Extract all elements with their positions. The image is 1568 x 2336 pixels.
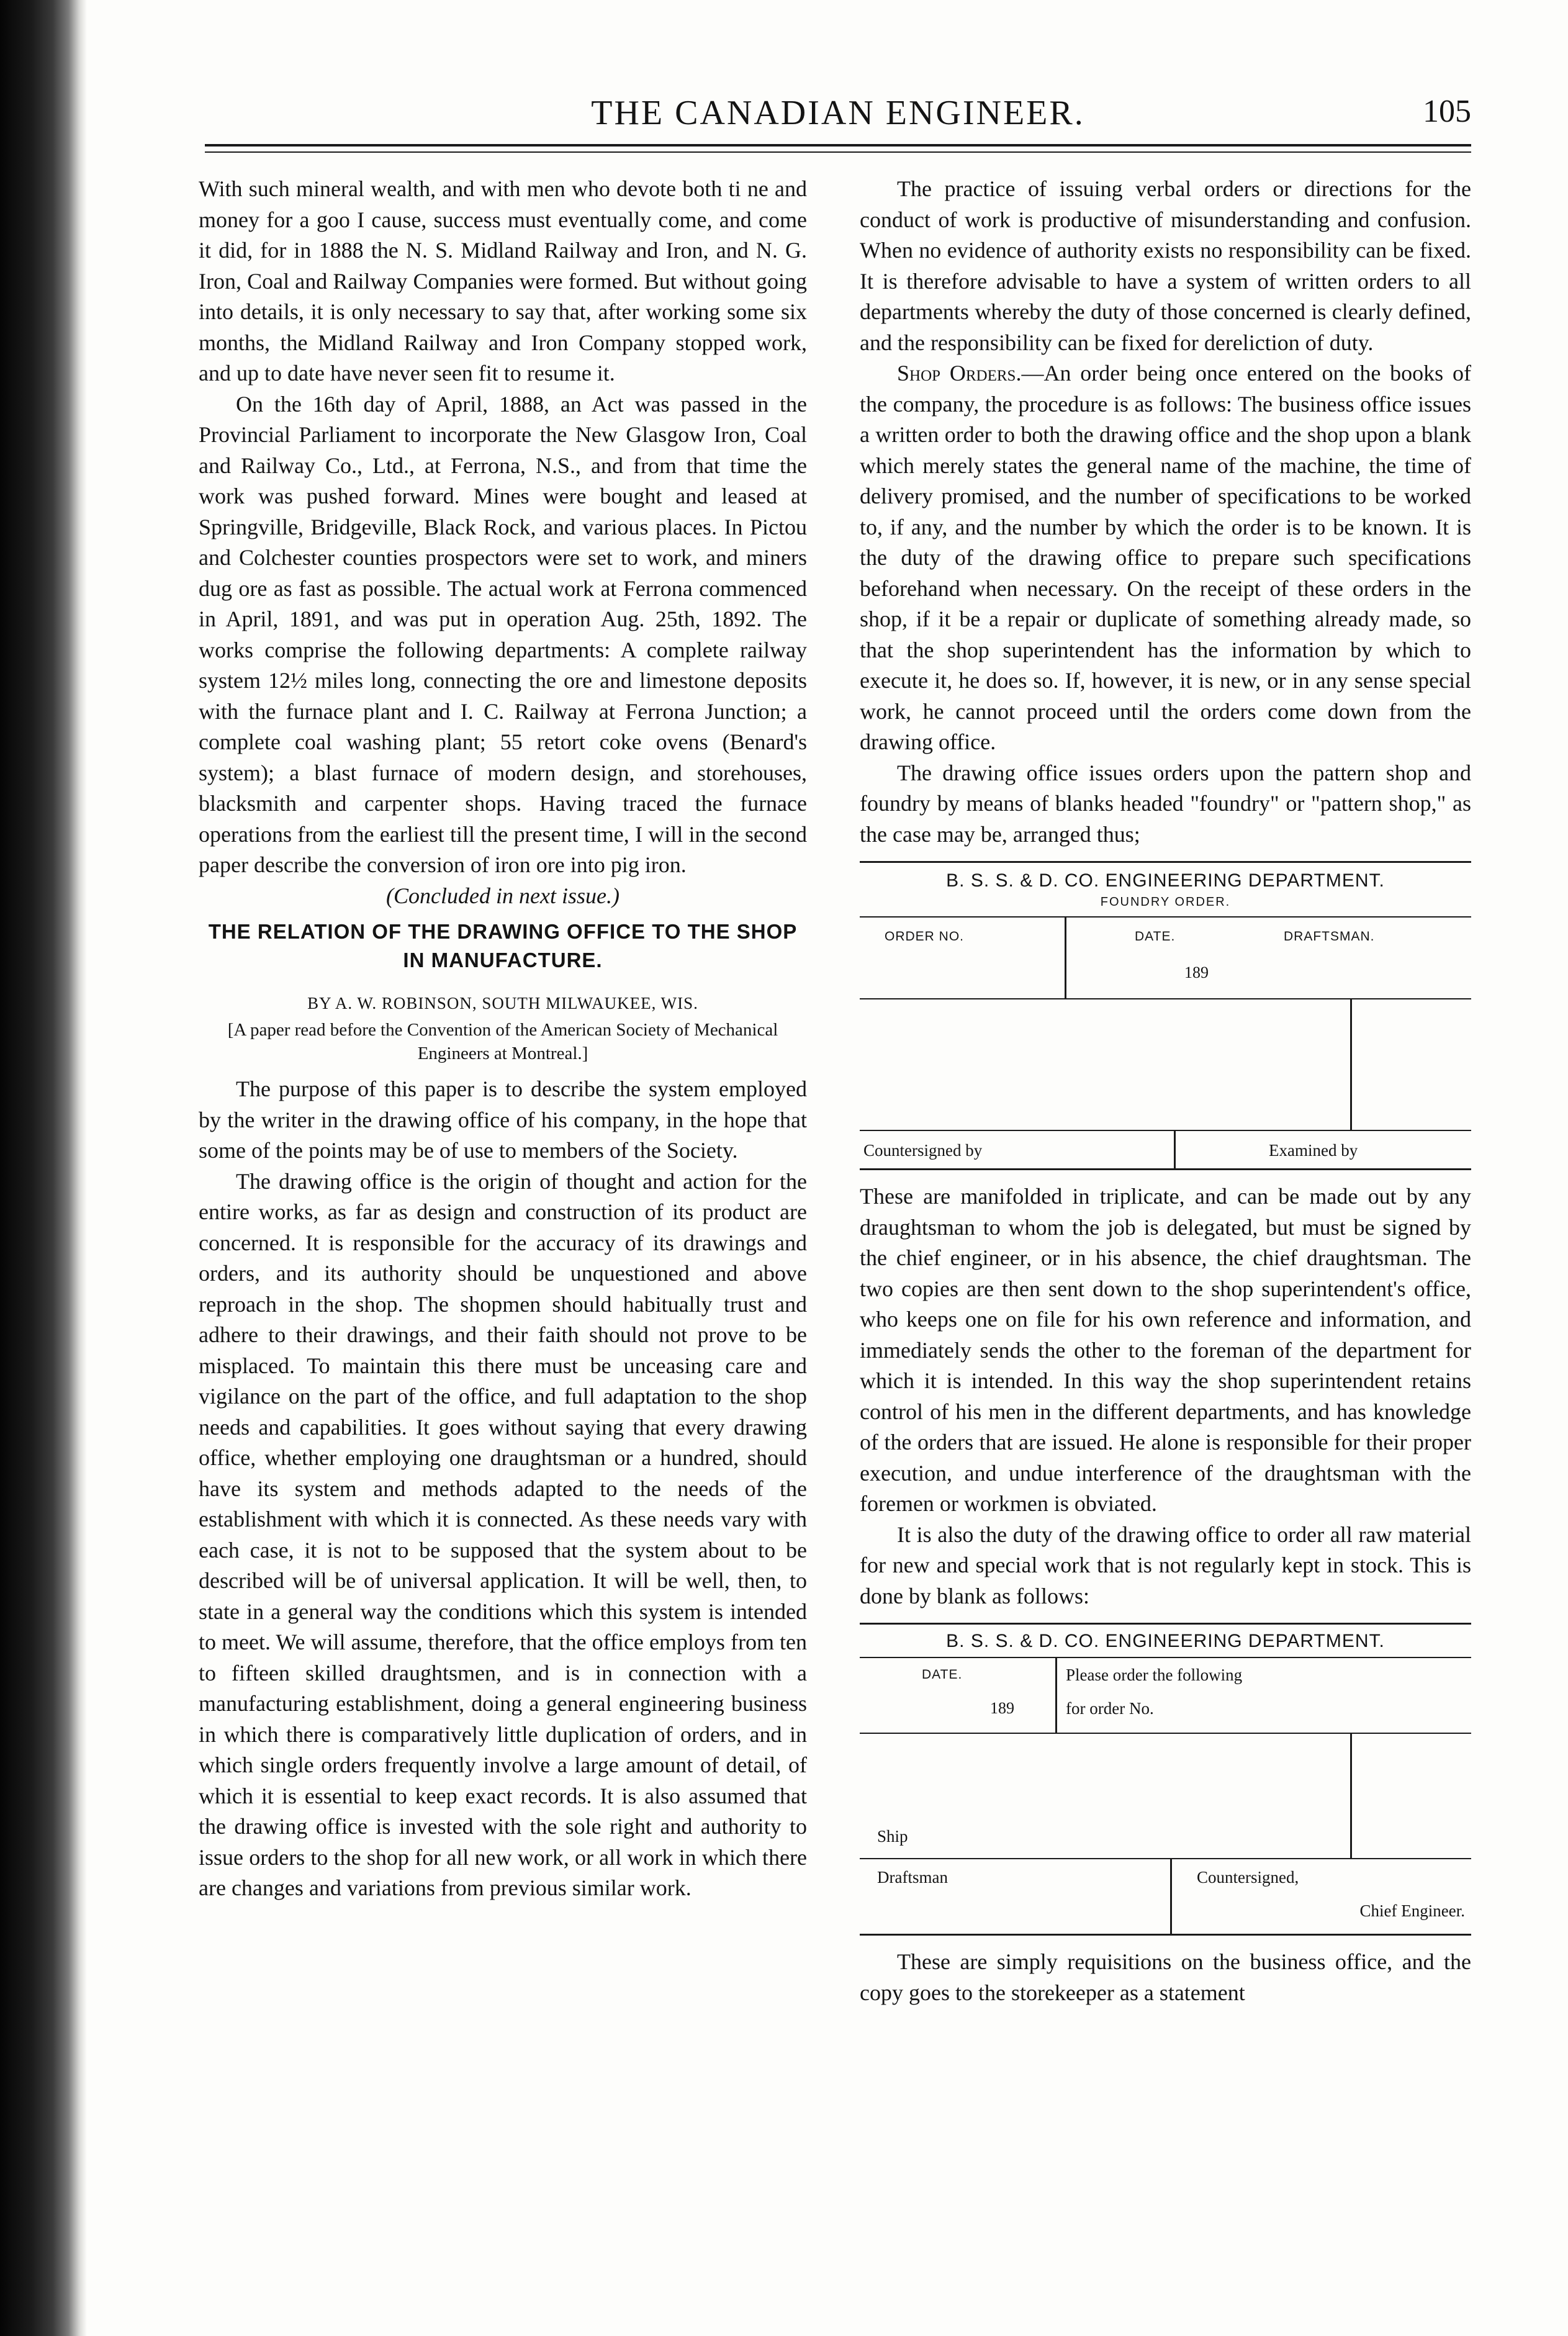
form-cell	[860, 1734, 1350, 1858]
paragraph: The drawing office is the origin of thought and action for the entire works, as far as design and construction of its product are concerned. It is responsible for the accuracy of its drawings and orders, and its authority should be unquestioned and above reproach in the shop. The shopmen should habitually trust and adhere to their drawings, and their faith should not prove to be misplaced. To maintain this there must be unceasing care and vigilance on the part of the office, and full adaptation to the shop needs and capabilities. It goes without saying that every drawing office, whether employing one draughtsman or a hundred, should have its system and methods adapted to the needs of the establishment with which it is connected. As these needs vary with each case, it is not to be supposed that the system about to be described will be of universal application. It will be well, then, to state in a general way the conditions which this system is intended to meet. We will assume, therefore, that the office employs from ten to fifteen skilled draughtsmen, and is in connection with a manufacturing establishment, doing a general engineering business in which there is comparatively little duplication of orders, and in which single orders frequently involve a large amount of detail, of which it is essential to keep exact records. It is also assumed that the drawing office is invested with the sole right and authority to issue orders to the shop for all new work, or all work in which there are changes and variations from previous similar work.	[199, 1168, 807, 1900]
header-rule-thick	[205, 144, 1471, 147]
article-note: [A paper read before the Convention of the American Society of Mechanical Engineers at Montreal.]	[227, 1020, 778, 1063]
order-no-label: ORDER NO.	[885, 929, 965, 944]
form-row-body	[860, 998, 1471, 1130]
page-header	[205, 93, 1471, 143]
form-heading: B. S. S. & D. CO. ENGINEERING DEPARTMENT.	[946, 1631, 1385, 1651]
date-label: DATE.	[922, 1667, 963, 1682]
form-row-ship	[860, 1733, 1471, 1858]
countersigned-cell	[860, 1131, 1174, 1168]
header-rule-thin	[205, 151, 1471, 153]
paragraph: The drawing office issues orders upon the pattern shop and foundry by means of blanks headed "foundry" or "pattern shop," as the case may be, arranged thus;	[860, 760, 1471, 847]
run-in-heading: Shop Orders.	[897, 361, 1022, 386]
form-cell	[1253, 918, 1471, 998]
draftsman-label: DRAFTSMAN.	[1284, 929, 1375, 944]
foundry-order-form	[860, 861, 1471, 1170]
form-cell	[860, 999, 1350, 1130]
ship-label: Ship	[877, 1827, 908, 1846]
paragraph	[860, 358, 1471, 758]
please-order-label: Please order the following	[1066, 1666, 1243, 1684]
form-row-signatures	[860, 1130, 1471, 1168]
paragraph: With such mineral wealth, and with men who devote both ti ne and money for a goo I cause, success must eventually come, and come it did, for in 1888 the N. S. Midland Railway and Iron, and N. G. Iron, Coal and Railway Companies were formed. But without going into details, it is only necessary to say that, after working some six months, the Midland Railway and Iron Company stopped work, and up to date have never seen fit to resume it.	[199, 176, 807, 386]
form-subheading: FOUNDRY ORDER.	[1100, 895, 1231, 909]
paragraph: The practice of issuing verbal orders or directions for the conduct of work is productive of misunderstanding and confusion. When no evidence of authority exists no responsibility can be fixed. It is therefore advisable to have a system of written orders to all departments whereby the duty of those concerned is clearly defined, and the responsibility can be fixed for dereliction of duty.	[860, 176, 1471, 355]
draftsman-cell	[860, 1859, 1170, 1934]
countersigned-label: Countersigned,	[1197, 1868, 1299, 1887]
countersigned-label: Countersigned by	[863, 1141, 983, 1160]
page-binding-shadow	[0, 0, 87, 2336]
countersigned-cell	[1170, 1859, 1471, 1934]
paragraph-text: —An order being once entered on the books of the company, the procedure is as follows: The business office issues a written order to both the drawing office and the shop upon a blank which merely states the general name of the machine, the time of delivery promised, and the number of specifications to be worked to, if any, and the number by which the order is to be known. It is the duty of the drawing office to prepare such specifications beforehand when necessary. On the receipt of these orders in the shop, if it be a repair or duplicate of something already made, so that the shop superintendent has the information by which to execute it, he does so. If, however, it is new, or in any sense special work, he cannot proceed until the orders come down from the drawing office.	[860, 361, 1471, 754]
for-order-label: for order No.	[1066, 1699, 1154, 1718]
examined-cell	[1174, 1131, 1471, 1168]
form-cell	[1065, 918, 1253, 998]
left-column	[199, 174, 807, 1904]
article-byline: BY A. W. ROBINSON, SOUTH MILWAUKEE, WIS.	[307, 994, 698, 1012]
draftsman-label: Draftsman	[877, 1868, 948, 1887]
page-number: 105	[1423, 94, 1471, 129]
form-cell	[1055, 1658, 1471, 1733]
right-column	[860, 174, 1471, 2008]
material-order-form	[860, 1623, 1471, 1936]
paragraph: These are manifolded in triplicate, and can be made out by any draughtsman to whom the job is delegated, but must be signed by the chief engineer, or in his absence, the chief draughtsman. The two copies are then sent down to the shop superintendent's office, who keeps one on file for his own reference and information, and immediately sends the other to the foreman of the department for which it is intended. In this way the shop superintendent retains control of his men in the different departments, and has knowledge of the orders that are issued. He alone is responsible for their proper execution, and undue interference of the draughtsman with the foremen or workmen is obviated.	[860, 1184, 1471, 1516]
paragraph: On the 16th day of April, 1888, an Act was passed in the Provincial Parliament to incorporate the New Glasgow Iron, Coal and Railway Co., Ltd., at Ferrona, N.S., and from that time the work was pushed forward. Mines were bought and leased at Springville, Bridgeville, Black Rock, and various places. In Pictou and Colchester counties prospectors were set to work, and miners dug ore as fast as possible. The actual work at Ferrona commenced in April, 1891, and was put in operation Aug. 25th, 1892. The works comprise the following departments: A complete railway system 12½ miles long, connecting the ore and limestone deposits with the furnace plant and I. C. Railway at Ferrona Junction; a complete coal washing plant; 55 retort coke ovens (Benard's system); a blast furnace of modern design, and storehouses, blacksmith and carpenter shops. Having traced the furnace operations from the earliest till the present time, I will in the second paper describe the conversion of iron ore into pig iron.	[199, 391, 807, 877]
form-cell	[1350, 1734, 1471, 1858]
form-heading: B. S. S. & D. CO. ENGINEERING DEPARTMENT.	[946, 870, 1385, 891]
paragraph: It is also the duty of the drawing office to order all raw material for new and special work that is not regularly kept in stock. This is done by blank as follows:	[860, 1522, 1471, 1608]
date-label: DATE.	[1135, 929, 1176, 944]
form-cell	[860, 1658, 1055, 1733]
form-row-signatures	[860, 1858, 1471, 1934]
form-cell	[1350, 999, 1471, 1130]
year-prefix: 189	[1184, 963, 1209, 981]
form-row-date	[860, 1657, 1471, 1733]
form-row-header	[860, 916, 1471, 998]
article-title: THE RELATION OF THE DRAWING OFFICE TO THE SHOP IN MANUFACTURE.	[208, 920, 798, 972]
form-cell	[860, 918, 1065, 998]
examined-label: Examined by	[1269, 1141, 1358, 1160]
chief-engineer-label: Chief Engineer.	[1359, 1901, 1465, 1920]
journal-title: THE CANADIAN ENGINEER.	[591, 94, 1085, 132]
year-prefix: 189	[990, 1699, 1014, 1717]
concluded-note: (Concluded in next issue.)	[386, 883, 620, 908]
paragraph: These are simply requisitions on the business office, and the copy goes to the storekeeper as a statement	[860, 1949, 1471, 2005]
paragraph: The purpose of this paper is to describe the system employed by the writer in the drawing office of his company, in the hope that some of the points may be of use to members of the Society.	[199, 1076, 807, 1163]
